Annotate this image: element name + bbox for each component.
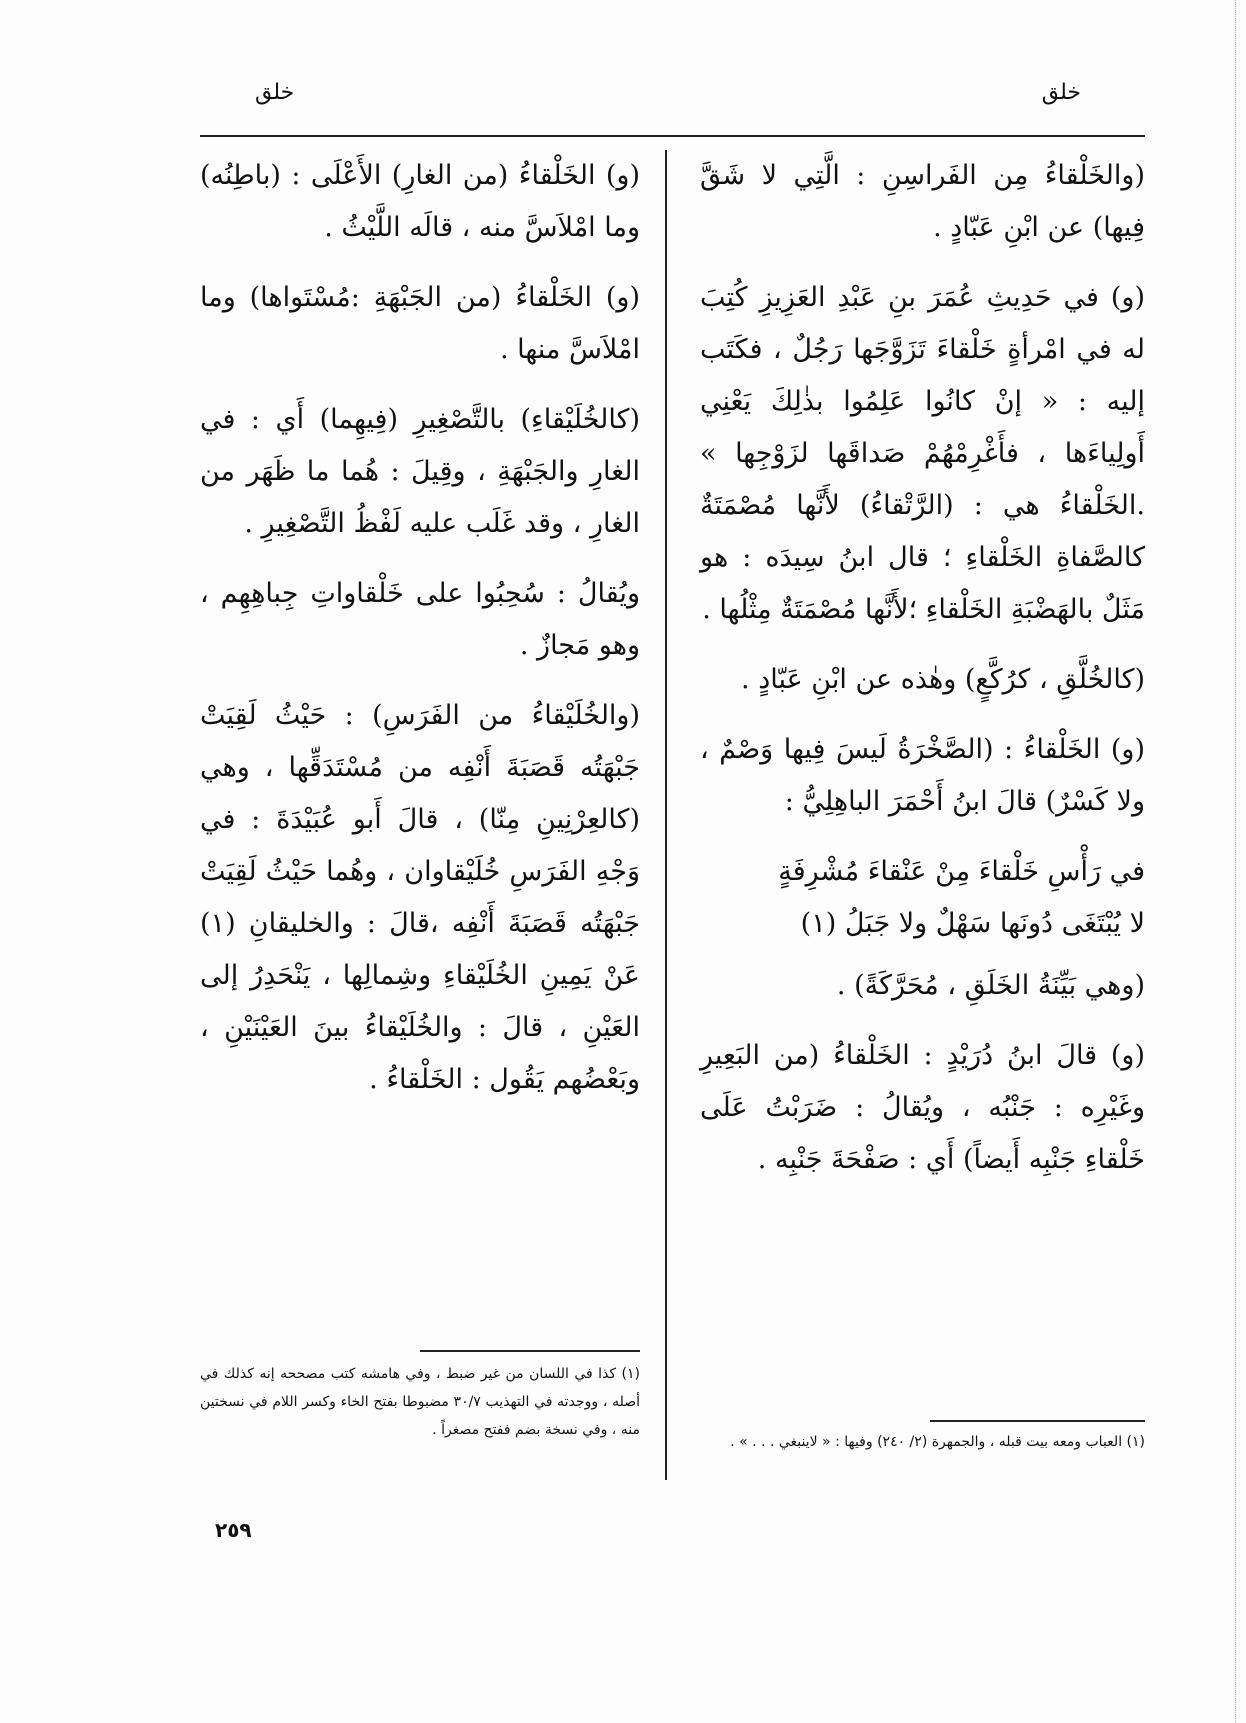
entry-paragraph: (وهي بَيِّنَةُ الخَلَقِ ، مُحَرَّكَةً) .: [836, 970, 1145, 1001]
entry-paragraph: ويُقالُ : سُحِبُوا على خَلْقاواتِ جِباهِهِم ، وهو مَجازٌ .: [200, 578, 640, 661]
scan-edge-marks: [1229, 0, 1236, 1723]
footnote-text: (١) كذا في اللسان من غير ضبط ، وفي هامشه كتب مصححه إنه كذلك في أصله ، ووجدته في التهذيب ٣٠/٧ مضبوطا بفتح الخاء وكسر اللام في نسختين منه ، وفي نسخة بضم ففتح مصغراً .: [200, 1366, 640, 1438]
entry-paragraph: (كالخُلَّقِ ، كرُكَّعٍ) وهٰذه عن ابْنِ عَبّادٍ .: [741, 664, 1145, 695]
running-header-left: خلق: [255, 80, 295, 105]
right-column: [700, 150, 1145, 1204]
verse-line: لا يُبْتَغَى دُونَها سَهْلٌ ولا جَبَلُ (١): [800, 908, 1145, 939]
verse-line: في رَأْسِ خَلْقاءَ مِنْ عَنْقاءَ مُشْرِفَةٍ: [778, 856, 1145, 887]
footnote-rule: [930, 1420, 1145, 1422]
running-header-right: خلق: [1041, 80, 1081, 105]
footnote-text: (١) العباب ومعه بيت قبله ، والجمهرة (٢/ ٢٤٠) وفيها : « لاينبغي . . . » .: [730, 1434, 1145, 1450]
entry-paragraph: (و) الخَلْقاءُ (من الغارِ) الأَعْلَى : (باطِنُه) وما امْلاَسَّ منه ، قالَه اللَّيْثُ .: [200, 160, 640, 243]
page-number: ٢٥٩: [215, 1518, 252, 1542]
footnote-left: [200, 1360, 640, 1444]
entry-paragraph: (و) قالَ ابنُ دُرَيْدٍ : الخَلْقاءُ (من البَعِيرِ وغَيْرِه : جَنْبُه ، ويُقالُ : ضَرَبْتُ عَلَى خَلْقاءِ جَنْبِه أَيضاً) أَي : صَفْحَةَ جَنْبِه .: [700, 1040, 1145, 1175]
footnote-right: [730, 1428, 1145, 1456]
left-column: [200, 150, 640, 1124]
footnote-rule: [420, 1350, 640, 1352]
entry-paragraph: (والخُلَيْقاءُ من الفَرَسِ) : حَيْثُ لَقِيَتْ جَبْهَتُه قَصَبَةَ أَنْفِه من مُسْتَدَقِّها ، وهي (كالعِرْنِينِ مِنّا) ، قالَ أَبو عُبَيْدَةَ : في وَجْهِ الفَرَسِ خُلَيْقاوان ، وهُما حَيْثُ لَقِيَتْ جَبْهَتُه قَصَبَةَ أَنْفِه ،قالَ : والخليقانِ (١) عَنْ يَمِينِ الخُلَيْقاءِ وشِمالِها ، يَنْحَدِرُ إلى العَيْنِ ، قالَ : والخُلَيْقاءُ بينَ العَيْنَيْنِ ، وبَعْضُهم يَقُول : الخَلْقاءُ .: [200, 700, 640, 1095]
entry-paragraph: (و) في حَدِيثِ عُمَرَ بنِ عَبْدِ العَزِيزِ كُتِبَ له في امْرأةٍ خَلْقاءَ تَزَوَّجَها رَجُلٌ ، فكَتَب إليه : « إنْ كانُوا عَلِمُوا بذٰلِكَ يَعْنِي أَولِياءَها ، فأَغْرِمْهُمْ صَداقَها لزَوْجِها » .الخَلْقاءُ هي : (الرَّتْقاءُ) لأَنَّها مُصْمَتَةٌ كالصَّفاةِ الخَلْقاءِ ؛ قال ابنُ سِيدَه : هو مَثَلٌ بالهَضْبَةِ الخَلْقاءِ ؛لأَنَّها مُصْمَتَةٌ مِثْلُها .: [700, 282, 1145, 625]
column-divider: [665, 150, 667, 1480]
entry-paragraph: (والخَلْقاءُ مِن الفَراسِنِ : الَّتِي لا شَقَّ فِيها) عن ابْنِ عَبّادٍ .: [700, 160, 1145, 243]
header-rule: [200, 135, 1145, 137]
entry-paragraph: (و) الخَلْقاءُ : (الصَّخْرَةُ لَيسَ فِيها وَصْمٌ ، ولا كَسْرٌ) قالَ ابنُ أَحْمَرَ الباهِلِيُّ :: [700, 734, 1145, 817]
entry-paragraph: (كالخُلَيْقاءِ) بالتَّصْغِيرِ (فِيهِما) أَي : في الغارِ والجَبْهَةِ ، وقِيلَ : هُما ما ظَهَر من الغارِ ، وقد غَلَب عليه لَفْظُ التَّصْغِيرِ .: [200, 404, 640, 539]
entry-paragraph: (و) الخَلْقاءُ (من الجَبْهَةِ :مُسْتَواها) وما امْلاَسَّ منها .: [200, 282, 640, 365]
